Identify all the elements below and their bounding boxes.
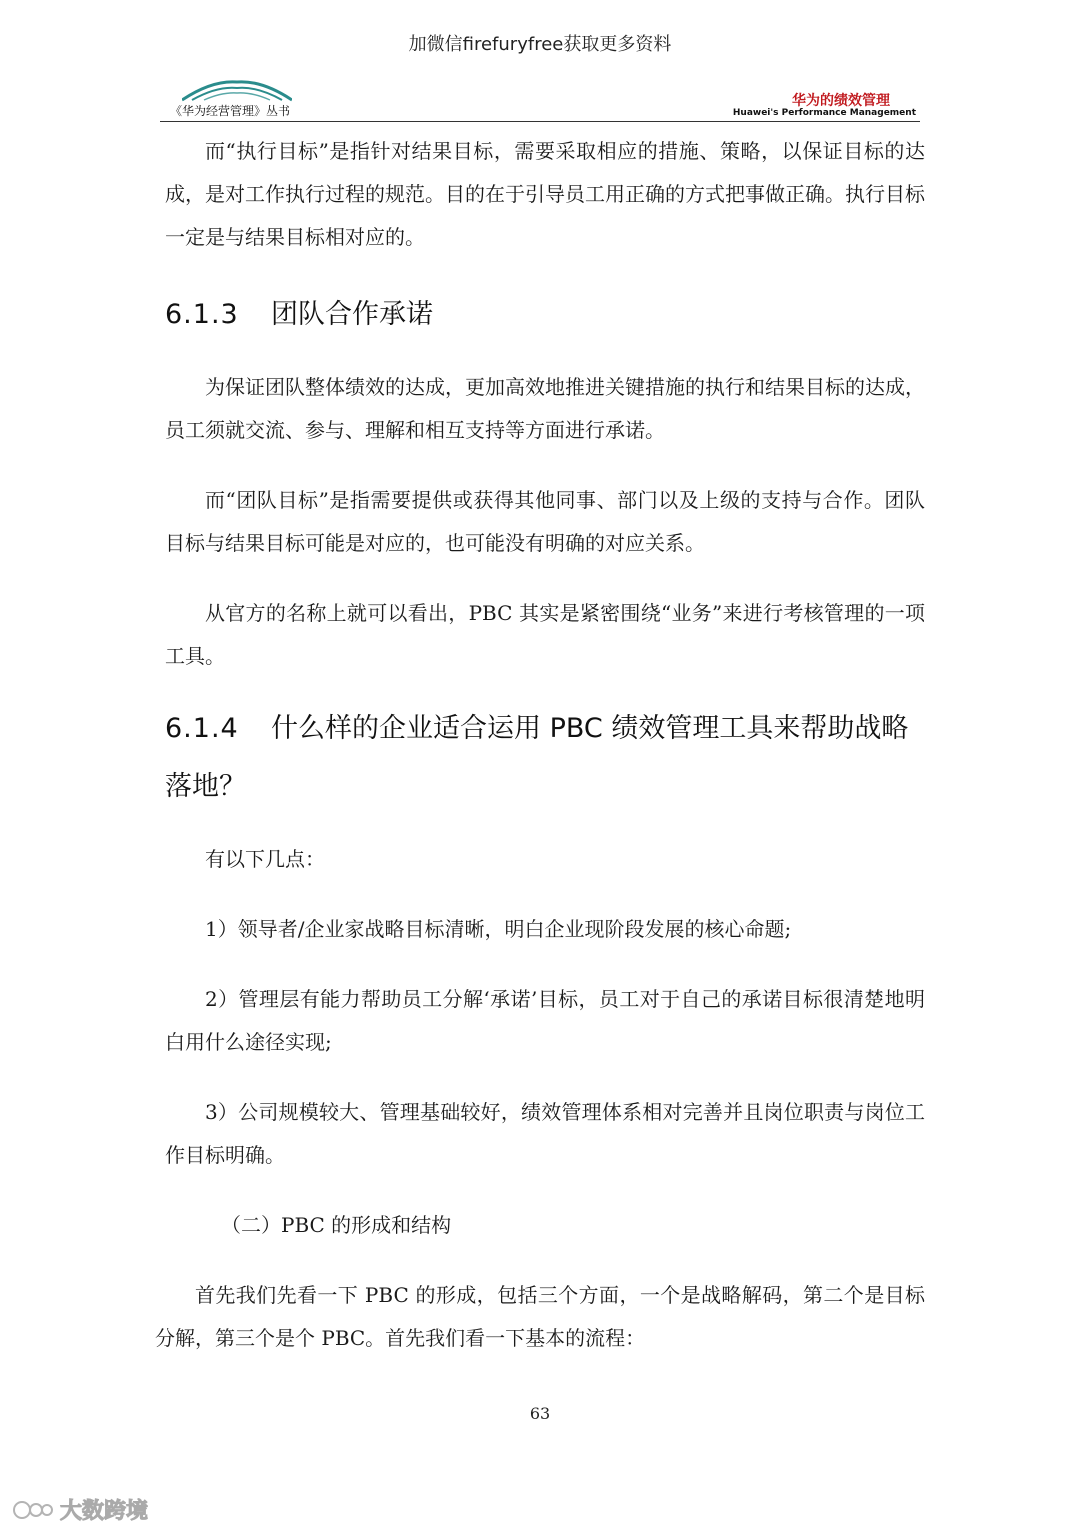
page-number: 63 bbox=[529, 1404, 551, 1423]
header-series-title: 《华为经营管理》丛书 bbox=[170, 104, 291, 118]
paragraph: 为保证团队整体绩效的达成，更加高效地推进关键措施的执行和结果目标的达成，员工须就交流、参与、理解和相互支持等方面进行承诺。 bbox=[165, 375, 925, 442]
header-book-subtitle: Huawei's Performance Management bbox=[732, 108, 916, 118]
section-heading-6-1-3 bbox=[165, 286, 925, 344]
paragraph: 首先我们先看一下 PBC 的形成，包括三个方面，一个是战略解码，第二个是目标分解，第三个是个 PBC。首先我们看一下基本的流程： bbox=[155, 1283, 925, 1350]
list-item: 1）领导者/企业家战略目标清晰，明白企业现阶段发展的核心命题; bbox=[205, 917, 792, 941]
section-number: 6.1.3 bbox=[165, 299, 239, 330]
header-divider bbox=[160, 121, 920, 122]
page-header bbox=[160, 78, 920, 122]
paragraph: 有以下几点： bbox=[205, 847, 325, 871]
subsection-heading: （二）PBC 的形成和结构 bbox=[221, 1213, 452, 1237]
page-body bbox=[155, 130, 925, 1387]
top-banner: 加微信firefuryfree获取更多资料 bbox=[408, 34, 672, 55]
mountain-logo-icon bbox=[182, 78, 292, 102]
section-heading-6-1-4 bbox=[165, 700, 925, 816]
header-book-title: 华为的绩效管理 bbox=[792, 93, 890, 109]
paragraph: 而“团队目标”是指需要提供或获得其他同事、部门以及上级的支持与合作。团队目标与结果目标可能是对应的，也可能没有明确的对应关系。 bbox=[165, 488, 925, 555]
section-title: 什么样的企业适合运用 PBC 绩效管理工具来帮助战略落地？ bbox=[165, 713, 909, 802]
section-number: 6.1.4 bbox=[165, 713, 239, 744]
list-item: 2）管理层有能力帮助员工分解‘承诺’目标，员工对于自己的承诺目标很清楚地明白用什么途径实现; bbox=[165, 987, 925, 1054]
watermark-logo-icon bbox=[12, 1497, 54, 1523]
list-item: 3）公司规模较大、管理基础较好，绩效管理体系相对完善并且岗位职责与岗位工作目标明确。 bbox=[165, 1100, 925, 1167]
paragraph: 从官方的名称上就可以看出，PBC 其实是紧密围绕“业务”来进行考核管理的一项工具。 bbox=[165, 601, 925, 668]
watermark-text: 大数跨境 bbox=[60, 1499, 149, 1524]
watermark bbox=[12, 1494, 148, 1525]
paragraph: 而“执行目标”是指针对结果目标，需要采取相应的措施、策略，以保证目标的达成，是对工作执行过程的规范。目的在于引导员工用正确的方式把事做正确。执行目标一定是与结果目标相对应的。 bbox=[165, 139, 925, 249]
section-title: 团队合作承诺 bbox=[271, 299, 433, 330]
